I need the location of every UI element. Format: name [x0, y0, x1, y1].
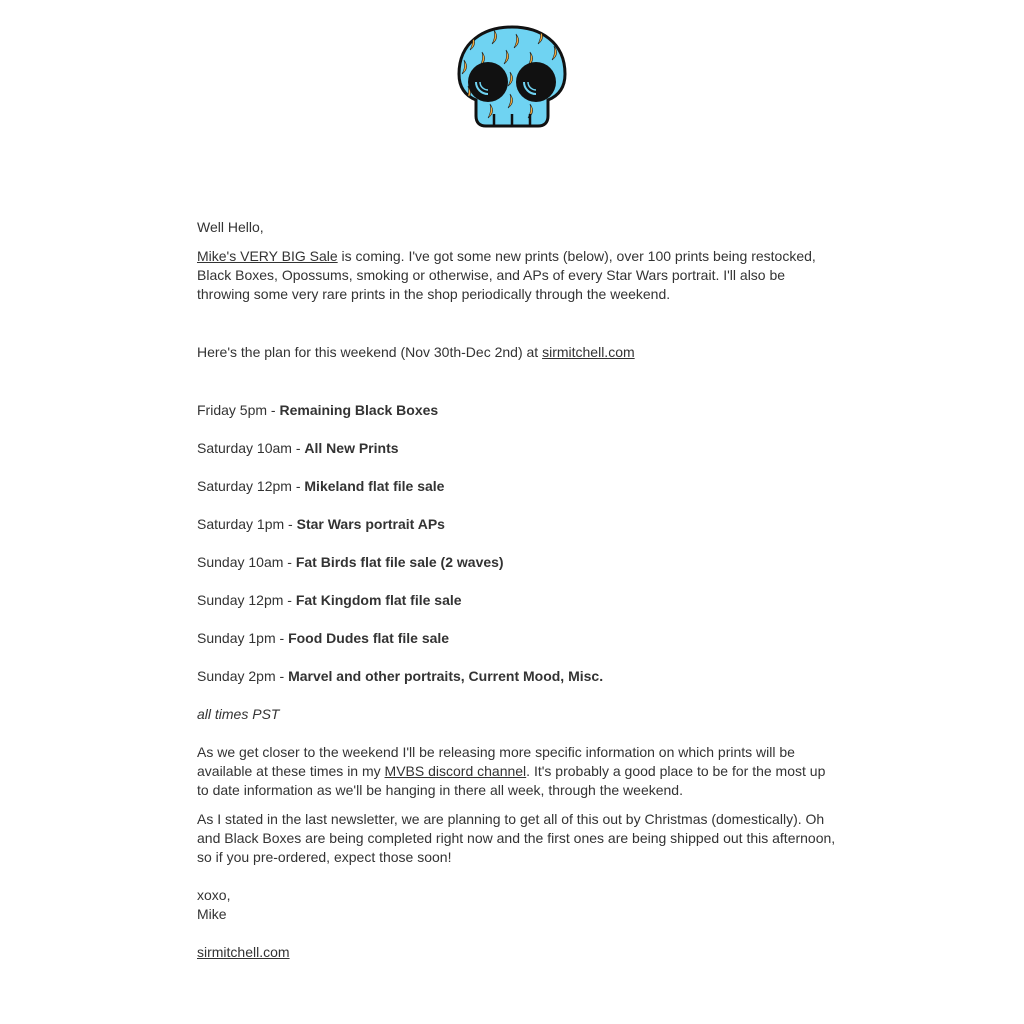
schedule-time: Sunday 10am -: [197, 554, 296, 570]
schedule-item: [197, 553, 504, 572]
sirmitchell-link[interactable]: sirmitchell.com: [542, 344, 635, 360]
schedule-time: Friday 5pm -: [197, 402, 280, 418]
greeting: Well Hello,: [197, 219, 264, 235]
footer: [197, 943, 290, 962]
schedule-event: Marvel and other portraits, Current Mood, Misc.: [288, 668, 604, 684]
timezone-note: all times PST: [197, 706, 280, 722]
shipping-paragraph: As I stated in the last newsletter, we are planning to get all of this out by Christmas (domestically). Oh and Black Boxes are being completed right now and the first ones are being shipped out this afternoon, so if you pre-ordered, expect those soon!: [197, 811, 836, 865]
schedule-time: Sunday 1pm -: [197, 630, 289, 646]
intro-text: is coming. I've got some new prints (below), over 100 prints being restocked, Black Boxes, Opossums, smoking or otherwise, and APs of every Star Wars portrait. I'll also be throwing some very rare prints in the shop periodically through the weekend.: [197, 248, 816, 302]
schedule-item: [197, 477, 444, 496]
schedule-item: [197, 591, 462, 610]
details-paragraph: [197, 743, 837, 800]
plan-paragraph: [197, 343, 635, 362]
schedule-event: Fat Birds flat file sale (2 waves): [295, 554, 504, 570]
schedule-item: [197, 439, 399, 458]
skull-logo: [454, 24, 570, 130]
schedule-event: Star Wars portrait APs: [296, 516, 445, 532]
intro-paragraph: [197, 247, 837, 304]
schedule-item: [197, 629, 449, 648]
schedule-time: Saturday 10am -: [197, 440, 305, 456]
schedule-item: [197, 401, 438, 420]
schedule-time: Saturday 1pm -: [197, 516, 297, 532]
schedule-event: Mikeland flat file sale: [304, 478, 445, 494]
details-text-after: . It's probably a good place to be for the most up to date information as we'll be hanging in there all week, through the weekend.: [197, 763, 826, 798]
schedule-event: All New Prints: [304, 440, 399, 456]
schedule-event: Fat Kingdom flat file sale: [295, 592, 462, 608]
plan-text: Here's the plan for this weekend (Nov 30th-Dec 2nd) at: [197, 344, 543, 360]
mvbs-discord-link[interactable]: MVBS discord channel: [384, 763, 527, 779]
signoff: xoxo,: [197, 887, 231, 903]
schedule-time: Sunday 12pm -: [197, 592, 296, 608]
schedule-item: [197, 667, 603, 686]
signature: Mike: [197, 906, 227, 922]
schedule-item: [197, 515, 445, 534]
footer-sirmitchell-link[interactable]: sirmitchell.com: [197, 944, 290, 960]
schedule-event: Remaining Black Boxes: [279, 402, 439, 418]
schedule-time: Sunday 2pm -: [197, 668, 289, 684]
schedule-event: Food Dudes flat file sale: [288, 630, 450, 646]
very-big-sale-link[interactable]: Mike's VERY BIG Sale: [197, 248, 338, 264]
schedule-time: Saturday 12pm -: [197, 478, 305, 494]
details-text-before: As we get closer to the weekend I'll be releasing more specific information on which prints will be available at these times in my: [197, 744, 795, 779]
